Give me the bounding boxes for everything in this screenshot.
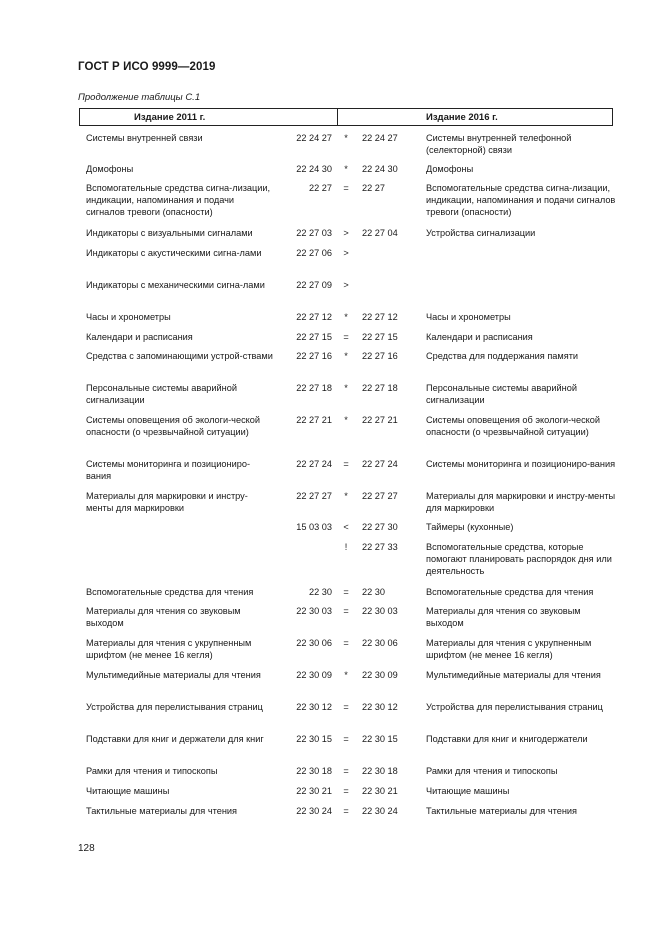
relation-cell: >	[343, 280, 349, 290]
old-name-cell: Устройства для перелистывания страниц	[86, 702, 263, 712]
new-name-cell: Материалы для чтения со звуковым выходом	[426, 606, 581, 628]
new-name-cell: Устройства для перелистывания страниц	[426, 702, 603, 712]
old-code-cell: 22 27 06	[296, 248, 332, 258]
new-name-cell: Мультимедийные материалы для чтения	[426, 670, 601, 680]
old-code-cell: 15 03 03	[296, 522, 332, 532]
new-code-cell: 22 24 27	[362, 133, 398, 143]
relation-cell: >	[343, 228, 349, 238]
relation-cell: =	[343, 702, 349, 712]
old-code-cell: 22 27 18	[296, 383, 332, 393]
new-code-cell: 22 30 21	[362, 786, 398, 796]
new-name-cell: Рамки для чтения и типоскопы	[426, 766, 558, 776]
new-name-cell: Системы оповещения об экологи-ческой опасности (о чрезвычайной ситуации)	[426, 415, 601, 437]
relation-cell: *	[344, 383, 348, 393]
new-name-cell: Домофоны	[426, 164, 474, 174]
old-name-cell: Материалы для маркировки и инстру-менты для маркировки	[86, 491, 248, 513]
new-code-cell: 22 24 30	[362, 164, 398, 174]
relation-cell: >	[343, 248, 349, 258]
old-code-cell: 22 30 06	[296, 638, 332, 648]
old-code-cell: 22 27 27	[296, 491, 332, 501]
page-number: 128	[78, 843, 95, 854]
relation-cell: =	[343, 459, 349, 469]
old-name-cell: Читающие машины	[86, 786, 170, 796]
relation-cell: <	[343, 522, 349, 532]
new-code-cell: 22 27 27	[362, 491, 398, 501]
relation-cell: !	[344, 542, 348, 552]
new-name-cell: Вспомогательные средства сигна-лизации, индикации, напоминания и подачи сигналов тревоги (опасности)	[426, 183, 616, 217]
new-code-cell: 22 27 15	[362, 332, 398, 342]
relation-cell: =	[343, 734, 349, 744]
old-name-cell: Часы и хронометры	[86, 312, 171, 322]
new-name-cell: Материалы для маркировки и инстру-менты для маркировки	[426, 491, 616, 513]
new-name-cell: Системы внутренней телефонной (селекторной) связи	[426, 133, 572, 155]
column-header-2011: Издание 2011 г.	[134, 112, 206, 123]
relation-cell: =	[343, 587, 349, 597]
old-name-cell: Индикаторы с визуальными сигналами	[86, 228, 253, 238]
new-code-cell: 22 30 12	[362, 702, 398, 712]
new-code-cell: 22 27 30	[362, 522, 398, 532]
old-code-cell: 22 27 15	[296, 332, 332, 342]
old-name-cell: Системы оповещения об экологи-ческой опасности (о чрезвычайной ситуации)	[86, 415, 261, 437]
old-name-cell: Системы мониторинга и позициониро-вания	[86, 459, 251, 481]
old-code-cell: 22 30 18	[296, 766, 332, 776]
old-name-cell: Подставки для книг и держатели для книг	[86, 734, 264, 744]
new-name-cell: Тактильные материалы для чтения	[426, 806, 577, 816]
relation-cell: =	[343, 786, 349, 796]
relation-cell: =	[343, 638, 349, 648]
new-name-cell: Персональные системы аварийной сигнализации	[426, 383, 577, 405]
new-code-cell: 22 27	[362, 183, 385, 193]
relation-cell: *	[344, 670, 348, 680]
old-name-cell: Мультимедийные материалы для чтения	[86, 670, 261, 680]
new-code-cell: 22 27 18	[362, 383, 398, 393]
old-name-cell: Тактильные материалы для чтения	[86, 806, 237, 816]
old-code-cell: 22 30 09	[296, 670, 332, 680]
relation-cell: *	[344, 491, 348, 501]
relation-cell: *	[344, 351, 348, 361]
new-code-cell: 22 30 06	[362, 638, 398, 648]
old-name-cell: Материалы для чтения со звуковым выходом	[86, 606, 241, 628]
old-code-cell: 22 30 21	[296, 786, 332, 796]
new-code-cell: 22 27 04	[362, 228, 398, 238]
new-code-cell: 22 30 15	[362, 734, 398, 744]
document-title: ГОСТ Р ИСО 9999—2019	[78, 61, 216, 73]
old-code-cell: 22 30 03	[296, 606, 332, 616]
old-code-cell: 22 30 24	[296, 806, 332, 816]
old-name-cell: Системы внутренней связи	[86, 133, 203, 143]
new-name-cell: Таймеры (кухонные)	[426, 522, 514, 532]
old-name-cell: Индикаторы с механическими сигна-лами	[86, 280, 265, 290]
new-code-cell: 22 30 03	[362, 606, 398, 616]
old-name-cell: Вспомогательные средства сигна-лизации, индикации, напоминания и подачи сигналов тревоги (опасности)	[86, 183, 271, 217]
old-code-cell: 22 27 09	[296, 280, 332, 290]
new-code-cell: 22 30 09	[362, 670, 398, 680]
old-code-cell: 22 27 21	[296, 415, 332, 425]
old-name-cell: Персональные системы аварийной сигнализации	[86, 383, 237, 405]
new-code-cell: 22 30 24	[362, 806, 398, 816]
old-code-cell: 22 24 30	[296, 164, 332, 174]
new-name-cell: Материалы для чтения с укрупненным шрифтом (не менее 16 кегля)	[426, 638, 592, 660]
new-code-cell: 22 30 18	[362, 766, 398, 776]
new-name-cell: Системы мониторинга и позициониро-вания	[426, 459, 616, 469]
relation-cell: =	[343, 183, 349, 193]
new-code-cell: 22 27 24	[362, 459, 398, 469]
old-name-cell: Материалы для чтения с укрупненным шрифтом (не менее 16 кегля)	[86, 638, 252, 660]
relation-cell: *	[344, 164, 348, 174]
new-name-cell: Подставки для книг и книгодержатели	[426, 734, 588, 744]
new-name-cell: Устройства сигнализации	[426, 228, 536, 238]
old-code-cell: 22 27 16	[296, 351, 332, 361]
new-name-cell: Вспомогательные средства для чтения	[426, 587, 594, 597]
new-code-cell: 22 30	[362, 587, 385, 597]
relation-cell: *	[344, 133, 348, 143]
old-code-cell: 22 30 15	[296, 734, 332, 744]
relation-cell: *	[344, 415, 348, 425]
column-header-2016: Издание 2016 г.	[426, 112, 498, 123]
old-name-cell: Рамки для чтения и типоскопы	[86, 766, 218, 776]
relation-cell: =	[343, 606, 349, 616]
old-name-cell: Календари и расписания	[86, 332, 193, 342]
new-name-cell: Вспомогательные средства, которые помогают планировать распорядок дня или деятельность	[426, 542, 612, 576]
old-code-cell: 22 30	[309, 587, 332, 597]
new-code-cell: 22 27 12	[362, 312, 398, 322]
table-header	[79, 108, 613, 126]
old-name-cell: Индикаторы с акустическими сигна-лами	[86, 248, 262, 258]
new-code-cell: 22 27 16	[362, 351, 398, 361]
old-name-cell: Средства с запоминающими устрой-ствами	[86, 351, 273, 361]
old-code-cell: 22 30 12	[296, 702, 332, 712]
relation-cell: =	[343, 766, 349, 776]
old-code-cell: 22 27 03	[296, 228, 332, 238]
old-name-cell: Вспомогательные средства для чтения	[86, 587, 254, 597]
new-code-cell: 22 27 33	[362, 542, 398, 552]
new-name-cell: Средства для поддержания памяти	[426, 351, 579, 361]
new-name-cell: Календари и расписания	[426, 332, 533, 342]
old-code-cell: 22 27 24	[296, 459, 332, 469]
header-divider	[337, 109, 338, 125]
old-code-cell: 22 27 12	[296, 312, 332, 322]
relation-cell: =	[343, 806, 349, 816]
relation-cell: =	[343, 332, 349, 342]
relation-cell: *	[344, 312, 348, 322]
old-name-cell: Домофоны	[86, 164, 134, 174]
old-code-cell: 22 24 27	[296, 133, 332, 143]
old-code-cell: 22 27	[309, 183, 332, 193]
new-name-cell: Часы и хронометры	[426, 312, 511, 322]
new-code-cell: 22 27 21	[362, 415, 398, 425]
table-caption: Продолжение таблицы С.1	[78, 92, 201, 103]
new-name-cell: Читающие машины	[426, 786, 510, 796]
